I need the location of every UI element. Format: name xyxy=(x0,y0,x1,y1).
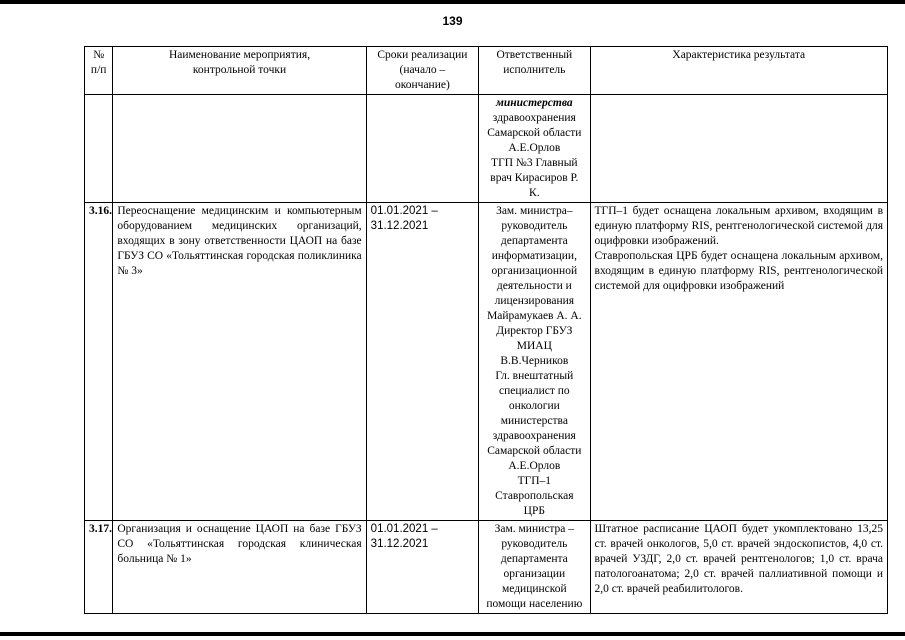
cell-result: ТГП–1 будет оснащена локальным архивом, входящим в единую платформу RIS, рентгенологической системой для оцифровки изображений. Ставропольская ЦРБ будет оснащена локальным архивом, входящим в единую платформу RIS, рентгенологической системой для оцифровки изображений xyxy=(590,203,887,521)
header-result: Характеристика результата xyxy=(590,47,887,95)
header-term: Сроки реализации (начало – окончание) xyxy=(366,47,478,95)
cell-result: Штатное расписание ЦАОП будет укомплектовано 13,25 ст. врачей онкологов, 5,0 ст. врачей эндоскопистов, 4,0 ст. врачей УЗДГ, 2,0 ст. врачей рентгенологов; 1,0 ст. врача патологоанатома; 2,0 ст. врачей паллиативной помощи и 2,0 ст. врачей реабилитологов. xyxy=(590,521,887,614)
bottom-border-rule xyxy=(0,632,905,636)
cell-number xyxy=(85,95,113,203)
page-number: 139 xyxy=(442,14,463,28)
cell-result xyxy=(590,95,887,203)
measures-table xyxy=(84,46,888,614)
cell-responsible xyxy=(479,95,590,203)
header-responsible: Ответственный исполнитель xyxy=(479,47,590,95)
table-row-continuation xyxy=(85,95,888,203)
cell-number: 3.17. xyxy=(85,521,113,614)
top-border-rule xyxy=(0,0,905,4)
table-row xyxy=(85,203,888,521)
responsible-continued-text: здравоохранения Самарской области А.Е.Орлов ТГП №3 Главный врач Кирасиров Р. К. xyxy=(487,112,582,199)
header-number: № п/п xyxy=(85,47,113,95)
header-measure-name: Наименование мероприятия, контрольной точки xyxy=(113,47,366,95)
cell-measure-name: Организация и оснащение ЦАОП на базе ГБУЗ СО «Тольяттинская городская клиническая больница № 1» xyxy=(113,521,366,614)
table-header-row xyxy=(85,47,888,95)
cell-measure-name: Переоснащение медицинским и компьютерным оборудованием медицинских организаций, входящих в зону ответственности ЦАОП на базе ГБУЗ СО «Тольяттинская городская поликлиника № 3» xyxy=(113,203,366,521)
cell-term: 01.01.2021 – 31.12.2021 xyxy=(366,203,478,521)
cell-measure-name xyxy=(113,95,366,203)
cell-term: 01.01.2021 – 31.12.2021 xyxy=(366,521,478,614)
cell-number: 3.16. xyxy=(85,203,113,521)
table-row xyxy=(85,521,888,614)
responsible-continued-heading: министерства xyxy=(495,97,573,109)
cell-term xyxy=(366,95,478,203)
cell-responsible: Зам. министра – руководитель департамента организации медицинской помощи населению xyxy=(479,521,590,614)
cell-responsible: Зам. министра– руководитель департамента информатизации, организационной деятельности и лицензирования Майрамукаев А. А. Директор ГБУЗ МИАЦ В.В.Черников Гл. внештатный специалист по онкологии министерства здравоохранения Самарской области А.Е.Орлов ТГП–1 Ставропольская ЦРБ xyxy=(479,203,590,521)
